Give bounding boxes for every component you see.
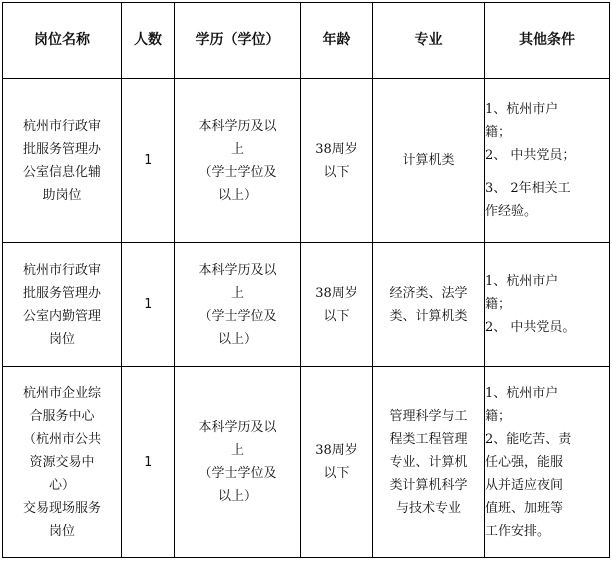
age-cell: [301, 79, 373, 243]
cell-line: 以上）: [217, 489, 257, 504]
header-education: 学历（学位）: [175, 3, 301, 79]
headcount-cell: 1: [122, 367, 175, 558]
education-cell: [175, 367, 301, 558]
header-major: 专业: [373, 3, 485, 79]
cell-line: （学士学位及: [198, 466, 277, 481]
cell-line: 以上）: [217, 331, 257, 347]
cell-line: 计算机类: [402, 153, 455, 168]
header-position-name: 岗位名称: [3, 3, 122, 79]
header-other-conditions: 其他条件: [485, 3, 610, 79]
cell-line: 本科学历及以: [198, 262, 277, 278]
position-cell: [3, 243, 122, 367]
cell-line: 交易现场服务: [22, 500, 101, 516]
cell-line: 2、 中共党员。: [485, 320, 576, 335]
cell-line: 管理科学与工: [389, 408, 468, 424]
other-conditions-cell: [485, 243, 610, 367]
line-spacer: [485, 167, 609, 177]
cell-line: 以上）: [217, 187, 257, 203]
other-conditions-cell: [485, 79, 610, 243]
other-conditions-cell: [485, 367, 610, 558]
cell-line: 岗位: [48, 331, 75, 347]
table-row: [3, 79, 610, 243]
cell-line: 2、 中共党员；: [485, 148, 576, 163]
cell-line: 公室内勤管理: [22, 308, 101, 324]
cell-line: 任心强，能服: [485, 454, 564, 470]
age-cell: [301, 243, 373, 367]
table-row: [3, 367, 610, 558]
cell-line: 类、计算机类: [389, 308, 468, 324]
cell-line: 批服务管理办: [22, 141, 101, 157]
cell-line: 38周岁: [315, 285, 358, 301]
cell-line: 公室信息化辅: [22, 164, 101, 180]
cell-line: 1、杭州市户: [485, 102, 559, 117]
cell-line: 籍；: [485, 125, 512, 140]
cell-line: （杭州市公共: [22, 431, 101, 447]
cell-line: 38周岁: [315, 141, 358, 157]
major-cell: [373, 243, 485, 367]
cell-line: 经济类、法学: [389, 285, 468, 301]
cell-line: 籍；: [485, 408, 512, 424]
cell-line: （学士学位及: [198, 308, 277, 324]
cell-line: 以下: [323, 308, 350, 324]
header-headcount: 人数: [122, 3, 175, 79]
cell-line: 1、杭州市户: [485, 385, 559, 401]
cell-line: 本科学历及以: [198, 420, 277, 435]
cell-line: 与技术专业: [395, 500, 461, 516]
major-cell: [373, 79, 485, 243]
table-row: [3, 243, 610, 367]
cell-line: 上: [230, 141, 244, 157]
cell-line: 作经验。: [485, 204, 538, 219]
cell-line: 2、能吃苦、责: [485, 431, 572, 447]
cell-line: 类计算机科学: [389, 477, 468, 493]
cell-line: 从并适应夜间: [485, 477, 564, 493]
position-cell: [3, 79, 122, 243]
cell-line: 上: [230, 285, 244, 301]
major-cell: [373, 367, 485, 558]
cell-line: 籍；: [485, 297, 512, 312]
cell-line: 值班、加班等: [485, 500, 564, 516]
cell-line: 杭州市行政审: [22, 262, 101, 278]
cell-line: 本科学历及以: [198, 118, 277, 134]
cell-line: （学士学位及: [198, 164, 277, 180]
cell-line: 杭州市企业综: [22, 385, 101, 401]
cell-line: 专业、计算机: [389, 454, 468, 470]
cell-line: 程类工程管理: [389, 431, 468, 447]
cell-line: 以下: [323, 164, 350, 180]
job-requirements-table: [2, 2, 610, 558]
cell-line: 1、杭州市户: [485, 274, 559, 289]
cell-line: 杭州市行政审: [22, 118, 101, 134]
education-cell: [175, 79, 301, 243]
cell-line: 资源交易中: [29, 454, 95, 470]
age-cell: [301, 367, 373, 558]
education-cell: [175, 243, 301, 367]
position-cell: [3, 367, 122, 558]
cell-line: 工作安排。: [485, 523, 551, 539]
cell-line: 3、 2年相关工: [485, 181, 571, 196]
headcount-cell: 1: [122, 79, 175, 243]
cell-line: 心）: [48, 477, 75, 493]
cell-line: 38周岁: [315, 443, 358, 458]
headcount-cell: 1: [122, 243, 175, 367]
cell-line: 合服务中心: [29, 408, 95, 424]
cell-line: 批服务管理办: [22, 285, 101, 301]
cell-line: 岗位: [48, 523, 75, 539]
table-header-row: [3, 3, 610, 79]
cell-line: 上: [230, 443, 244, 458]
cell-line: 以下: [323, 466, 350, 481]
header-age: 年龄: [301, 3, 373, 79]
cell-line: 助岗位: [42, 187, 82, 203]
